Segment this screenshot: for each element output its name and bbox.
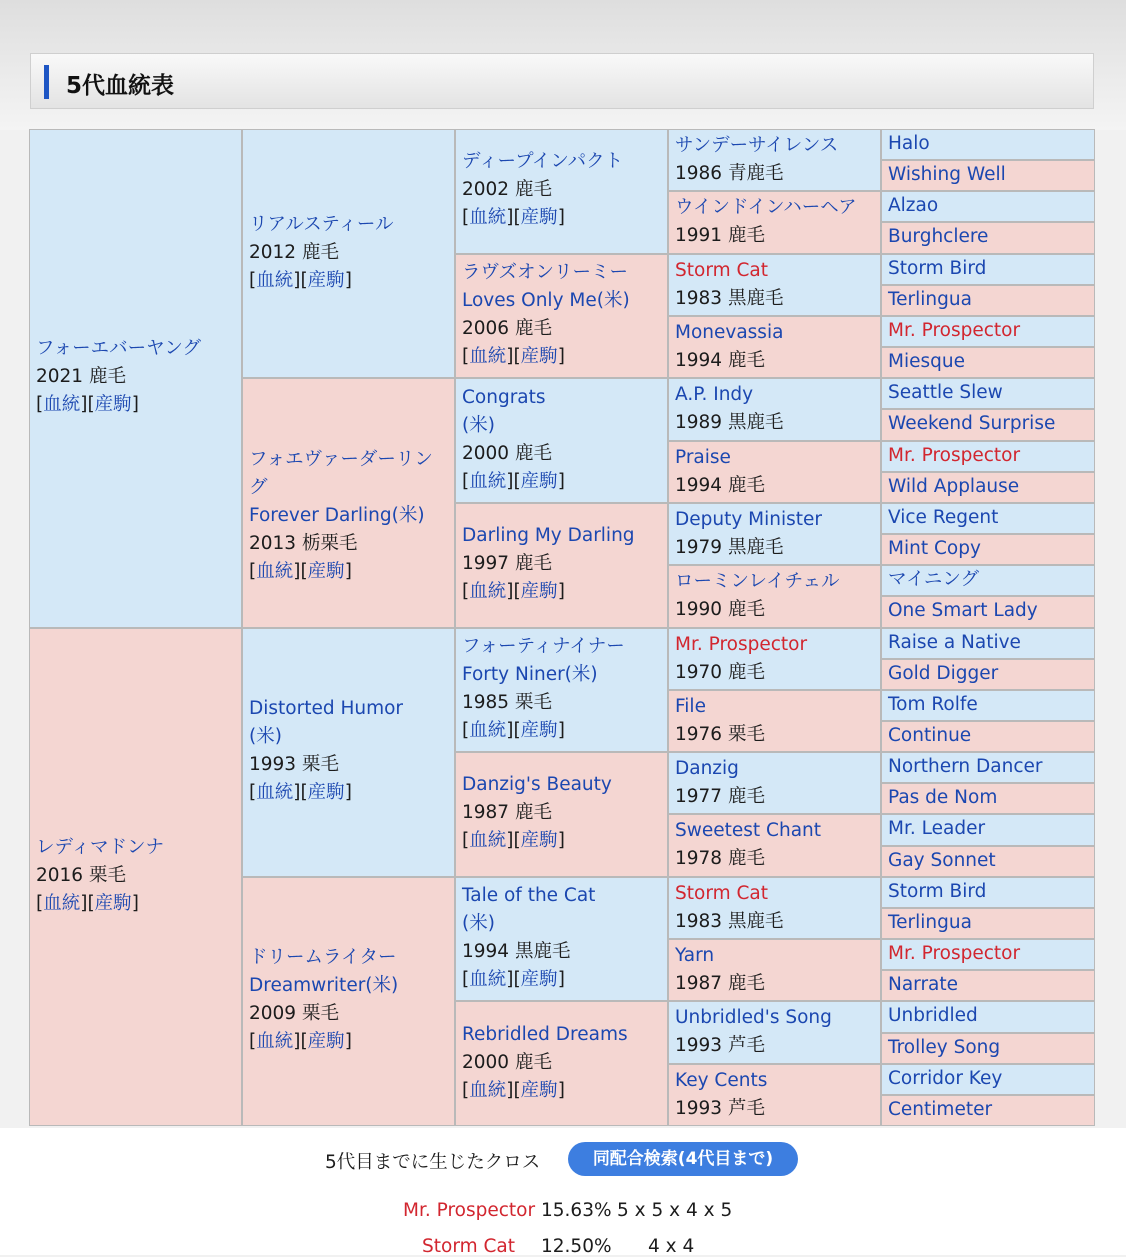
pedigree-cell-gen5 xyxy=(881,908,1095,939)
cell-content xyxy=(675,693,874,749)
offspring-link[interactable]: 産駒 xyxy=(94,394,132,416)
horse-year-color: 1983 黒鹿毛 xyxy=(675,287,784,309)
pedigree-cell-gen3 xyxy=(455,1001,668,1126)
horse-name-link[interactable]: Mr. Prospector xyxy=(888,444,1021,466)
horse-name-link[interactable]: Tom Rolfe xyxy=(888,693,978,715)
horse-name-link[interactable]: フォーエバーヤング xyxy=(36,338,202,360)
horse-year-color: 1979 黒鹿毛 xyxy=(675,536,784,558)
horse-name-link[interactable]: ラヴズオンリーミー xyxy=(462,261,628,283)
pedigree-cell-gen3 xyxy=(455,752,668,877)
pedigree-cell-gen4 xyxy=(668,752,881,814)
pedigree-cell-gen4 xyxy=(668,191,881,253)
horse-name-link[interactable]: マイニング xyxy=(888,569,980,591)
pedigree-cell-gen4 xyxy=(668,503,881,565)
horse-name-link[interactable]: Distorted Humor xyxy=(249,698,404,720)
horse-name-link[interactable]: Danzig's Beauty xyxy=(462,774,612,796)
cross-percentage: 12.50% xyxy=(541,1236,612,1257)
pedigree-link[interactable]: 血統 xyxy=(256,560,294,582)
pedigree-cell-gen3 xyxy=(455,378,668,503)
horse-year-color: 1977 鹿毛 xyxy=(675,786,765,808)
pedigree-cell-gen5 xyxy=(881,378,1095,409)
horse-name-link[interactable]: Congrats xyxy=(462,386,546,408)
horse-year-color: 1994 黒鹿毛 xyxy=(462,941,571,963)
horse-name-link[interactable]: Centimeter xyxy=(888,1098,993,1120)
horse-name-link[interactable]: ディープインパクト xyxy=(462,151,624,173)
cell-content xyxy=(249,944,448,1056)
cross-generations: 4 x 4 xyxy=(648,1236,695,1257)
pedigree-cell-gen5 xyxy=(881,222,1095,253)
pedigree-cell-gen5 xyxy=(881,347,1095,378)
horse-name-link[interactable]: Seattle Slew xyxy=(888,382,1003,404)
horse-name-link[interactable]: Trolley Song xyxy=(888,1036,1001,1058)
pedigree-link[interactable]: 血統 xyxy=(469,470,507,492)
pedigree-links: [血統][産駒] xyxy=(462,830,565,852)
pedigree-cell-gen5 xyxy=(881,285,1095,316)
horse-name-link[interactable]: Yarn xyxy=(675,945,715,967)
horse-name-link[interactable]: Monevassia xyxy=(675,321,784,343)
horse-name-link[interactable]: Tale of the Cat xyxy=(462,885,596,907)
pedigree-cell-gen5 xyxy=(881,503,1095,534)
cell-content xyxy=(675,1004,874,1060)
pedigree-links: [血統][産駒] xyxy=(462,1079,565,1101)
pedigree-cell-gen5 xyxy=(881,534,1095,565)
offspring-link[interactable]: 産駒 xyxy=(520,1079,558,1101)
pedigree-cell-gen5 xyxy=(881,721,1095,752)
offspring-link[interactable]: 産駒 xyxy=(94,892,132,914)
horse-name-link[interactable]: Deputy Minister xyxy=(675,508,823,530)
pedigree-cell-gen3 xyxy=(455,877,668,1002)
horse-year-color: 1976 栗毛 xyxy=(675,723,765,745)
pedigree-cell-gen5 xyxy=(881,1001,1095,1032)
pedigree-cell-gen1 xyxy=(29,129,242,628)
pedigree-cell-gen4 xyxy=(668,939,881,1001)
horse-name-link[interactable]: Storm Bird xyxy=(888,257,987,279)
cross-generations: 5 x 5 x 4 x 5 xyxy=(617,1200,733,1221)
horse-name-link[interactable]: サンデーサイレンス xyxy=(675,135,839,156)
horse-name-link[interactable]: Mr. Prospector xyxy=(888,943,1021,965)
horse-name-link[interactable]: Storm Cat xyxy=(675,259,769,281)
pedigree-cell-gen4 xyxy=(668,814,881,876)
pedigree-link[interactable]: 血統 xyxy=(469,830,507,852)
offspring-link[interactable]: 産駒 xyxy=(307,560,345,582)
pedigree-link[interactable]: 血統 xyxy=(469,969,507,991)
horse-name-link[interactable]: File xyxy=(675,695,706,717)
horse-year-color: 2000 鹿毛 xyxy=(462,442,552,464)
pedigree-links: [血統][産駒] xyxy=(249,782,352,804)
pedigree-cell-gen5 xyxy=(881,939,1095,970)
pedigree-cell-gen4 xyxy=(668,1001,881,1063)
cell-content xyxy=(675,319,874,375)
pedigree-cell-gen5 xyxy=(881,970,1095,1001)
pedigree-links: [血統][産駒] xyxy=(249,560,352,582)
horse-name-link[interactable]: Raise a Native xyxy=(888,631,1021,653)
horse-name-link[interactable]: Mr. Leader xyxy=(888,818,986,840)
pedigree-cell-gen4 xyxy=(668,690,881,752)
cell-content xyxy=(462,259,661,371)
pedigree-cell-gen5 xyxy=(881,191,1095,222)
pedigree-links: [血統][産駒] xyxy=(462,719,565,741)
pedigree-link[interactable]: 血統 xyxy=(469,345,507,367)
pedigree-cell-gen5 xyxy=(881,129,1095,160)
pedigree-links: [血統][産駒] xyxy=(462,207,565,229)
cell-content xyxy=(675,631,874,687)
horse-year-color: 1993 芦毛 xyxy=(675,1097,765,1119)
accent-bar xyxy=(44,65,49,99)
pedigree-cell-gen5 xyxy=(881,565,1095,596)
horse-name-link[interactable]: フォエヴァーダーリング xyxy=(249,448,433,498)
pedigree-cell-gen5 xyxy=(881,659,1095,690)
horse-name-link[interactable]: Storm Cat xyxy=(675,882,769,904)
horse-name-en-link[interactable]: Dreamwriter(米) xyxy=(249,975,399,997)
pedigree-link[interactable]: 血統 xyxy=(43,892,81,914)
pedigree-link[interactable]: 血統 xyxy=(256,782,294,804)
horse-name-link[interactable]: Continue xyxy=(888,724,972,746)
pedigree-link[interactable]: 血統 xyxy=(469,581,507,603)
horse-name-link[interactable]: Terlingua xyxy=(888,911,972,933)
horse-name-link[interactable]: Halo xyxy=(888,133,930,154)
offspring-link[interactable]: 産駒 xyxy=(520,207,558,229)
pedigree-link[interactable]: 血統 xyxy=(469,719,507,741)
horse-year-color: 2016 栗毛 xyxy=(36,864,126,886)
pedigree-cell-gen5 xyxy=(881,316,1095,347)
pedigree-cell-gen3 xyxy=(455,129,668,254)
cell-content xyxy=(675,381,874,437)
horse-name-en-link[interactable]: Forever Darling(米) xyxy=(249,504,425,526)
cross-percentage: 15.63% xyxy=(541,1200,612,1221)
offspring-link[interactable]: 産駒 xyxy=(307,269,345,291)
cell-content xyxy=(675,506,874,562)
horse-name-link[interactable]: Vice Regent xyxy=(888,506,999,528)
horse-name-link[interactable]: A.P. Indy xyxy=(675,384,754,406)
cell-content xyxy=(36,335,235,419)
horse-name-link[interactable]: Storm Bird xyxy=(888,880,987,902)
horse-year-color: 1987 鹿毛 xyxy=(675,973,765,995)
pedigree-links: [血統][産駒] xyxy=(36,394,139,416)
cell-content xyxy=(36,834,235,918)
horse-year-color: 1985 栗毛 xyxy=(462,691,552,713)
offspring-link[interactable]: 産駒 xyxy=(520,830,558,852)
offspring-link[interactable]: 産駒 xyxy=(520,719,558,741)
horse-name-link[interactable]: Narrate xyxy=(888,974,959,996)
pedigree-cell-gen4 xyxy=(668,254,881,316)
horse-name-link[interactable]: ドリームライター xyxy=(249,947,397,969)
section-header xyxy=(30,53,1094,109)
cell-content xyxy=(675,942,874,998)
offspring-link[interactable]: 産駒 xyxy=(520,581,558,603)
cross-label: 5代目までに生じたクロス xyxy=(325,1152,541,1173)
pedigree-cell-gen5 xyxy=(881,877,1095,908)
horse-year-color: 1986 青鹿毛 xyxy=(675,163,784,184)
pedigree-cell-gen5 xyxy=(881,1095,1095,1126)
horse-year-color: 2012 鹿毛 xyxy=(249,241,339,263)
horse-year-color: 1990 鹿毛 xyxy=(675,599,765,621)
horse-name-link[interactable]: Praise xyxy=(675,446,731,468)
horse-year-color: 1983 黒鹿毛 xyxy=(675,910,784,932)
horse-name-link[interactable]: Rebridled Dreams xyxy=(462,1023,628,1045)
horse-name-link[interactable]: Mr. Prospector xyxy=(675,633,808,655)
cell-content xyxy=(249,211,448,295)
horse-year-color: 2000 鹿毛 xyxy=(462,1051,552,1073)
horse-year-color: 1994 鹿毛 xyxy=(675,349,765,371)
horse-year-color: 1987 鹿毛 xyxy=(462,802,552,824)
horse-name-link[interactable]: Gay Sonnet xyxy=(888,849,996,871)
pedigree-cell-gen5 xyxy=(881,472,1095,503)
cell-content xyxy=(462,633,661,745)
cell-content xyxy=(675,817,874,873)
horse-name-link[interactable]: Miesque xyxy=(888,351,965,373)
cell-content xyxy=(462,882,661,994)
pedigree-table xyxy=(29,129,1095,1126)
pedigree-cell-gen2 xyxy=(242,378,455,627)
cell-content xyxy=(462,771,661,855)
horse-year-color: 1989 黒鹿毛 xyxy=(675,412,784,434)
horse-year-color: 1994 鹿毛 xyxy=(675,474,765,496)
cross-section xyxy=(0,1128,1126,1255)
horse-name-link[interactable]: Sweetest Chant xyxy=(675,820,822,842)
horse-name-link[interactable]: Pas de Nom xyxy=(888,787,998,809)
pedigree-link[interactable]: 血統 xyxy=(469,207,507,229)
cell-content xyxy=(462,1021,661,1105)
pedigree-cell-gen5 xyxy=(881,814,1095,845)
cell-content xyxy=(675,132,874,188)
pedigree-cell-gen5 xyxy=(881,409,1095,440)
horse-name-link[interactable]: Mint Copy xyxy=(888,538,981,560)
horse-year-color: 1991 鹿毛 xyxy=(675,225,765,247)
cross-horse-link[interactable]: Mr. Prospector xyxy=(403,1200,536,1221)
horse-name-link[interactable]: リアルスティール xyxy=(249,213,394,235)
horse-year-color: 1993 栗毛 xyxy=(249,754,339,776)
pedigree-cell-gen4 xyxy=(668,129,881,191)
pedigree-links: [血統][産駒] xyxy=(249,269,352,291)
pedigree-cell-gen5 xyxy=(881,846,1095,877)
cell-content xyxy=(675,1067,874,1123)
similar-breeding-search-button[interactable]: 同配合検索(4代目まで) xyxy=(568,1142,798,1176)
horse-name-link[interactable]: ローミンレイチェル xyxy=(675,571,840,593)
pedigree-cell-gen5 xyxy=(881,690,1095,721)
pedigree-links: [血統][産駒] xyxy=(462,345,565,367)
pedigree-cell-gen4 xyxy=(668,441,881,503)
horse-origin-link[interactable]: (米) xyxy=(249,726,282,748)
pedigree-link[interactable]: 血統 xyxy=(43,394,81,416)
pedigree-cell-gen2 xyxy=(242,628,455,877)
pedigree-link[interactable]: 血統 xyxy=(256,269,294,291)
horse-year-color: 2013 栃栗毛 xyxy=(249,532,358,554)
cell-content xyxy=(249,695,448,807)
offspring-link[interactable]: 産駒 xyxy=(520,969,558,991)
horse-name-link[interactable]: Unbridled xyxy=(888,1005,978,1027)
pedigree-links: [血統][産駒] xyxy=(249,1031,352,1053)
cell-content xyxy=(462,148,661,232)
horse-year-color: 1997 鹿毛 xyxy=(462,553,552,575)
pedigree-cell-gen5 xyxy=(881,1064,1095,1095)
pedigree-cell-gen4 xyxy=(668,1064,881,1126)
horse-name-link[interactable]: Corridor Key xyxy=(888,1067,1003,1089)
cross-row xyxy=(403,1200,535,1221)
cell-content xyxy=(675,568,874,624)
horse-name-link[interactable]: Unbridled's Song xyxy=(675,1007,832,1029)
cell-content xyxy=(675,755,874,811)
pedigree-cell-gen4 xyxy=(668,378,881,440)
horse-name-link[interactable]: Darling My Darling xyxy=(462,525,635,547)
horse-name-link[interactable]: Danzig xyxy=(675,758,739,780)
horse-name-link[interactable]: Alzao xyxy=(888,195,939,217)
cell-content xyxy=(462,522,661,606)
horse-name-link[interactable]: Wishing Well xyxy=(888,164,1006,186)
pedigree-cell-gen5 xyxy=(881,752,1095,783)
pedigree-cell-gen5 xyxy=(881,628,1095,659)
cell-content xyxy=(462,384,661,496)
pedigree-cell-gen4 xyxy=(668,316,881,378)
horse-origin-link[interactable]: (米) xyxy=(462,414,495,436)
horse-name-link[interactable]: Terlingua xyxy=(888,288,972,310)
horse-year-color: 1978 鹿毛 xyxy=(675,848,765,870)
pedigree-cell-gen3 xyxy=(455,628,668,753)
horse-name-link[interactable]: ウインドインハーヘア xyxy=(675,197,857,219)
horse-name-link[interactable]: Wild Applause xyxy=(888,475,1020,497)
horse-name-link[interactable]: レディマドンナ xyxy=(36,836,165,858)
pedigree-cell-gen4 xyxy=(668,877,881,939)
horse-name-link[interactable]: Gold Digger xyxy=(888,662,999,684)
horse-year-color: 2006 鹿毛 xyxy=(462,317,552,339)
pedigree-cell-gen3 xyxy=(455,254,668,379)
horse-name-link[interactable]: Weekend Surprise xyxy=(888,413,1056,435)
cell-content xyxy=(249,446,448,586)
horse-name-en-link[interactable]: Loves Only Me(米) xyxy=(462,289,630,311)
pedigree-cell-gen5 xyxy=(881,160,1095,191)
section-title: 5代血統表 xyxy=(66,73,175,99)
pedigree-cell-gen3 xyxy=(455,503,668,628)
pedigree-links: [血統][産駒] xyxy=(462,470,565,492)
pedigree-cell-gen2 xyxy=(242,877,455,1126)
horse-name-link[interactable]: One Smart Lady xyxy=(888,600,1038,622)
pedigree-links: [血統][産駒] xyxy=(462,581,565,603)
offspring-link[interactable]: 産駒 xyxy=(307,782,345,804)
pedigree-link[interactable]: 血統 xyxy=(256,1031,294,1053)
horse-year-color: 2002 鹿毛 xyxy=(462,179,552,201)
pedigree-link[interactable]: 血統 xyxy=(469,1079,507,1101)
pedigree-cell-gen5 xyxy=(881,441,1095,472)
pedigree-cell-gen5 xyxy=(881,1033,1095,1064)
cross-row xyxy=(422,1236,515,1257)
horse-year-color: 2009 栗毛 xyxy=(249,1003,339,1025)
pedigree-links: [血統][産駒] xyxy=(36,892,139,914)
cell-content xyxy=(675,880,874,936)
pedigree-cell-gen1 xyxy=(29,628,242,1127)
horse-year-color: 1970 鹿毛 xyxy=(675,661,765,683)
pedigree-cell-gen2 xyxy=(242,129,455,378)
pedigree-cell-gen4 xyxy=(668,628,881,690)
pedigree-cell-gen4 xyxy=(668,565,881,627)
pedigree-cell-gen5 xyxy=(881,254,1095,285)
offspring-link[interactable]: 産駒 xyxy=(520,345,558,367)
cell-content xyxy=(675,257,874,313)
horse-name-link[interactable]: Burghclere xyxy=(888,226,989,248)
pedigree-cell-gen5 xyxy=(881,596,1095,627)
horse-origin-link[interactable]: (米) xyxy=(462,913,495,935)
horse-name-link[interactable]: Northern Dancer xyxy=(888,756,1043,778)
horse-year-color: 2021 鹿毛 xyxy=(36,366,126,388)
cell-content xyxy=(675,194,874,250)
cross-horse-link[interactable]: Storm Cat xyxy=(422,1236,516,1257)
pedigree-cell-gen5 xyxy=(881,783,1095,814)
offspring-link[interactable]: 産駒 xyxy=(520,470,558,492)
horse-year-color: 1993 芦毛 xyxy=(675,1035,765,1057)
cell-content xyxy=(675,444,874,500)
horse-name-link[interactable]: Mr. Prospector xyxy=(888,319,1021,341)
offspring-link[interactable]: 産駒 xyxy=(307,1031,345,1053)
horse-name-link[interactable]: フォーティナイナー xyxy=(462,635,625,657)
horse-name-en-link[interactable]: Forty Niner(米) xyxy=(462,663,598,685)
horse-name-link[interactable]: Key Cents xyxy=(675,1069,768,1091)
pedigree-links: [血統][産駒] xyxy=(462,969,565,991)
